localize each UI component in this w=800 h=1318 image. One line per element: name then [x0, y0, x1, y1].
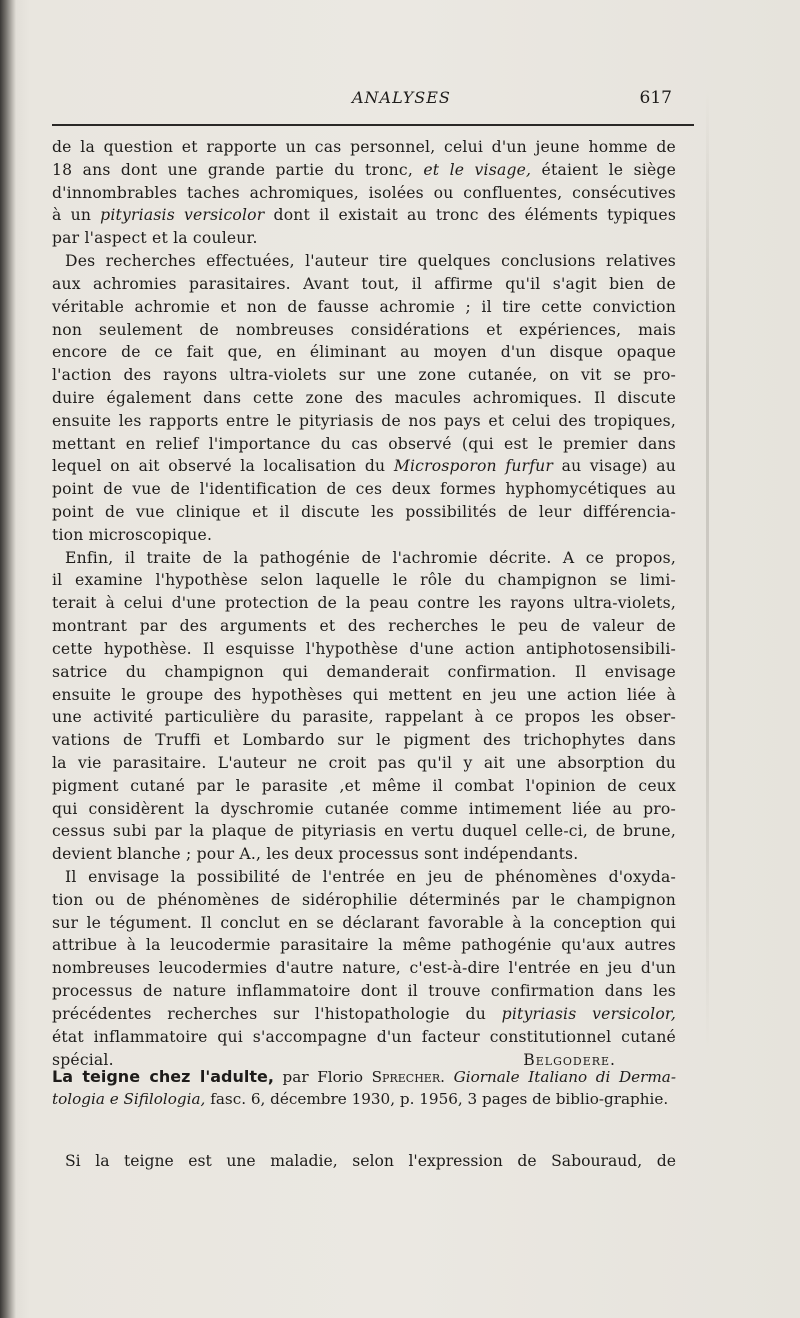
text-line: état inflammatoire qui s'accompagne d'un facteur constitutionnel cutané	[52, 1027, 676, 1046]
text-line: sur le tégument. Il conclut en se déclarant favorable à la conception qui	[52, 913, 676, 932]
running-title: ANALYSES	[352, 88, 451, 107]
text-line: non seulement de nombreuses considérations et expériences, mais	[52, 320, 676, 339]
next-paragraph: Si la teigne est une maladie, selon l'expression de Sabouraud, de	[65, 1151, 676, 1170]
text-line: l'action des rayons ultra-violets sur une zone cutanée, on vit se pro-	[52, 366, 676, 385]
reviewer-signature: Belgodere.	[523, 1050, 616, 1069]
text-line: une activité particulière du parasite, rappelant à ce propos les obser-	[52, 708, 676, 727]
text-line: devient blanche ; pour A., les deux processus sont indépendants.	[52, 845, 579, 864]
text-line: précédentes recherches sur l'histopathologie du pityriasis versicolor,	[52, 1004, 677, 1023]
text-line: Des recherches effectuées, l'auteur tire quelques conclusions relatives	[65, 252, 676, 271]
text-line: attribue à la leucodermie parasitaire la même pathogénie qu'aux autres	[52, 936, 676, 955]
text-line: par l'aspect et la couleur.	[52, 229, 258, 248]
text-line: mettant en relief l'importance du cas observé (qui est le premier dans	[52, 434, 676, 453]
text-line: tion microscopique.	[52, 525, 213, 544]
text-line: point de vue de l'identification de ces deux formes hyphomycétiques au	[52, 480, 676, 499]
book-binding-shadow	[0, 0, 16, 1318]
page-edge-shadow	[706, 90, 709, 1050]
text-line: qui considèrent la dyschromie cutanée comme intimement liée au pro-	[52, 799, 676, 818]
text-line: Enfin, il traite de la pathogénie de l'achromie décrite. A ce propos,	[65, 548, 676, 567]
italic-term: Microsporon furfur	[393, 457, 554, 476]
journal-name: Giornale Italiano di Derma-tologia e Sifilologia,	[52, 1068, 676, 1108]
text-line: aux achromies parasitaires. Avant tout, il affirme qu'il s'agit bien de	[52, 274, 676, 293]
text-line: Il envisage la possibilité de l'entrée en jeu de phénomènes d'oxyda-	[65, 868, 676, 886]
italic-term: et le visage,	[423, 160, 532, 179]
text-line: lequel on ait observé la localisation du Microsporon furfur au visage) au	[52, 457, 676, 476]
text-line: cessus subi par la plaque de pityriasis en vertu duquel celle-ci, de brune,	[52, 822, 676, 841]
text-line: duire également dans cette zone des macules achromiques. Il discute	[52, 388, 676, 407]
text-line: vations de Truffi et Lombardo sur le pigment des trichophytes dans	[52, 731, 676, 750]
text-line: encore de ce fait que, en éliminant au moyen d'un disque opaque	[52, 343, 676, 362]
page-header	[52, 88, 676, 110]
text-line: de la question et rapporte un cas personnel, celui d'un jeune homme de	[52, 138, 676, 156]
text-line: pigment cutané par le parasite ,et même il combat l'opinion de ceux	[52, 776, 676, 795]
text-line: cette hypothèse. Il esquisse l'hypothèse d'une action antiphotosensibili-	[52, 639, 676, 658]
text-line: montrant par des arguments et des recherches le peu de valeur de	[52, 617, 676, 636]
review-heading: La teigne chez l'adulte, par Florio Sprecher. Giornale Italiano di Derma-tologia e Sifilologia, fasc. 6, décembre 1930, p. 1956, 3 pages de biblio-graphie.	[52, 1067, 676, 1108]
text-line: tion ou de phénomènes de sidérophilie déterminés par le champignon	[52, 890, 676, 909]
header-rule	[52, 124, 694, 126]
review-title: La teigne chez l'adulte,	[52, 1067, 274, 1086]
italic-term: pityriasis versicolor,	[501, 1004, 677, 1023]
italic-term: pityriasis versicolor	[100, 206, 265, 225]
text-line: ensuite le groupe des hypothèses qui mettent en jeu une action liée à	[52, 685, 676, 704]
text-line: satrice du champignon qui demanderait confirmation. Il envisage	[52, 662, 676, 681]
text-line: 18 ans dont une grande partie du tronc, et le visage, étaient le siège	[52, 160, 676, 179]
text-line: véritable achromie et non de fausse achromie ; il tire cette conviction	[52, 297, 676, 316]
text-line: à un pityriasis versicolor dont il existait au tronc des éléments typiques	[52, 206, 677, 225]
text-line: ensuite les rapports entre le pityriasis de nos pays et celui des tropiques,	[52, 411, 676, 430]
text-line: spécial. Belgodere.	[52, 1049, 676, 1072]
article-body	[52, 136, 676, 1071]
text-line: terait à celui d'une protection de la peau contre les rayons ultra-violets,	[52, 594, 676, 613]
text-line: nombreuses leucodermies d'autre nature, c'est-à-dire l'entrée en jeu d'un	[52, 959, 676, 978]
page-number: 617	[639, 88, 672, 108]
text-line: la vie parasitaire. L'auteur ne croit pas qu'il y ait une absorption du	[52, 753, 676, 772]
text-line: il examine l'hypothèse selon laquelle le rôle du champignon se limi-	[52, 571, 676, 590]
review-author: Sprecher	[371, 1068, 441, 1086]
text-line: d'innombrables taches achromiques, isolées ou confluentes, consécutives	[52, 183, 676, 202]
text-line: point de vue clinique et il discute les possibilités de leur différencia-	[52, 503, 676, 521]
text-line: processus de nature inflammatoire dont il trouve confirmation dans les	[52, 982, 676, 1001]
